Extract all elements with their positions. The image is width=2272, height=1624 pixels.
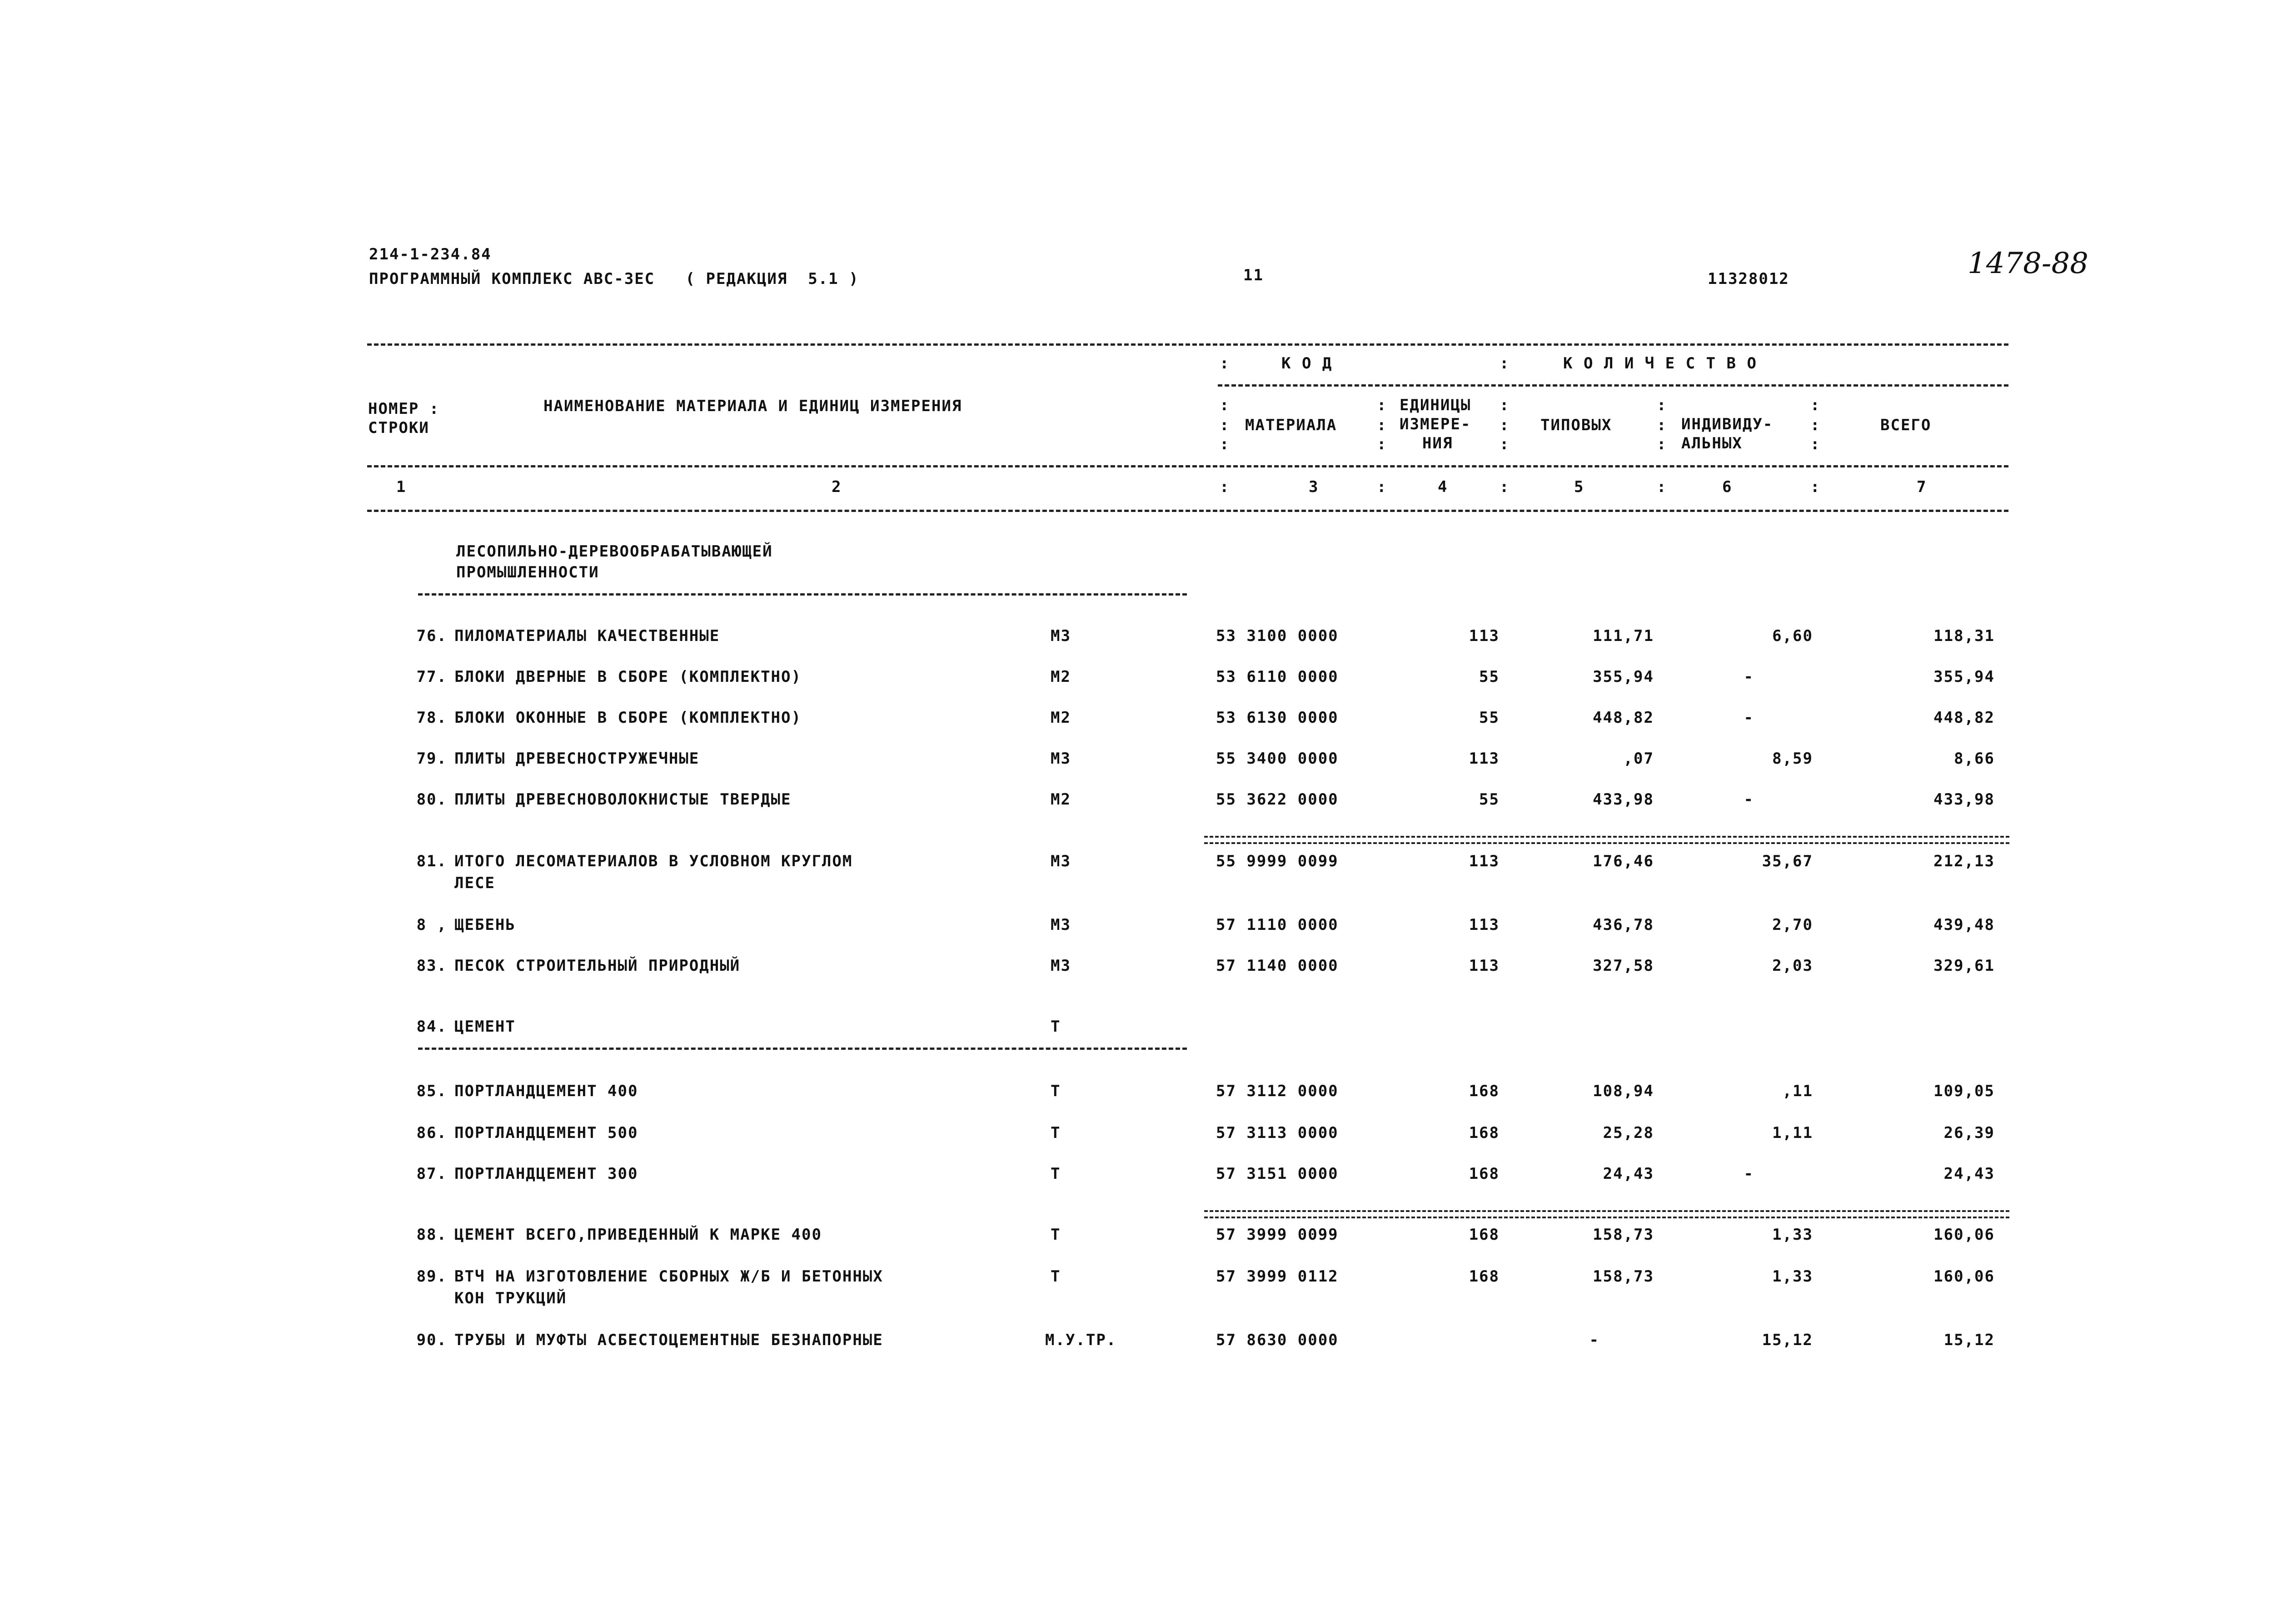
section-underline [418,593,1187,596]
row-number-header-2: СТРОКИ [368,419,429,437]
col-separator: : [1220,396,1230,414]
unit-code-header-3: НИЯ [1422,434,1453,452]
total-qty: 329,61 [1933,957,1995,975]
unit: М3 [1051,852,1071,870]
total-qty: 24,43 [1943,1165,1995,1183]
material-code: 57 3113 0000 [1216,1124,1339,1142]
unit: Т [1051,1165,1061,1183]
col-number-3: 3 [1309,478,1319,496]
unit-code: 113 [1469,627,1500,645]
col-separator: : [1500,435,1510,453]
material-code: 57 3999 0112 [1216,1267,1339,1286]
individual-qty: 2,70 [1772,916,1813,934]
col-separator: : [1377,435,1387,453]
typical-qty: 327,58 [1593,957,1654,975]
unit: Т [1051,1082,1061,1100]
material-name: ПЕСОК СТРОИТЕЛЬНЫЙ ПРИРОДНЫЙ [454,957,741,975]
row-number: 77. [416,668,447,686]
individual-qty: 1,33 [1772,1226,1813,1244]
total-qty: 433,98 [1933,790,1995,809]
unit: Т [1051,1226,1061,1244]
row-number: 8 , [416,916,447,934]
unit-code-header-2: ИЗМЕРЕ- [1400,415,1471,433]
col-separator: : [1220,435,1230,453]
header-sub-rule [367,465,2008,467]
subtotal-rule [1204,836,2009,844]
unit-code: 113 [1469,852,1500,870]
typical-qty: 355,94 [1593,668,1654,686]
col-separator: : [1657,396,1667,414]
col-separator: : [1657,416,1667,434]
typical-header: ТИПОВЫХ [1540,416,1612,434]
col-number-7: 7 [1917,478,1927,496]
doc-number: 214-1-234.84 [369,245,492,263]
unit-code-header-1: ЕДИНИЦЫ [1400,396,1471,414]
handwritten-code: 1478-88 [1968,247,2088,280]
individual-qty: ,11 [1782,1082,1813,1100]
col-separator: : [1220,354,1230,372]
typical-qty: 25,28 [1603,1124,1654,1142]
unit: М2 [1051,709,1071,727]
row-number: 79. [416,750,447,768]
typical-qty: 24,43 [1603,1165,1654,1183]
material-code: 57 3999 0099 [1216,1226,1339,1244]
total-qty: 212,13 [1933,852,1995,870]
material-code: 55 9999 0099 [1216,852,1339,870]
col-separator: : [1500,354,1510,372]
header-bottom-rule [367,510,2008,512]
material-name: ПОРТЛАНДЦЕМЕНТ 500 [454,1124,638,1142]
material-code: 57 8630 0000 [1216,1331,1339,1349]
material-code-header: МАТЕРИАЛА [1245,416,1337,434]
material-name: ПЛИТЫ ДРЕВЕСНОВОЛОКНИСТЫЕ ТВЕРДЫЕ [454,790,792,809]
page-number: 11 [1243,266,1264,284]
row-number: 80. [416,790,447,809]
subtotal-rule [1204,1210,2009,1218]
section-title-2: ПРОМЫШЛЕННОСТИ [456,563,599,581]
col-separator: : [1810,396,1821,414]
header-mid-rule [1218,384,2008,387]
total-qty: 26,39 [1943,1124,1995,1142]
col-separator: : [1220,478,1230,496]
col-separator: : [1220,416,1230,434]
col-separator: : [1810,478,1821,496]
total-qty: 15,12 [1943,1331,1995,1349]
typical-qty: 448,82 [1593,709,1654,727]
section-title: ЛЕСОПИЛЬНО-ДЕРЕВООБРАБАТЫВАЮЩЕЙ [456,542,773,561]
unit: М3 [1051,916,1071,934]
document-code: 11328012 [1708,270,1789,288]
unit-code: 113 [1469,750,1500,768]
individual-qty: 1,33 [1772,1267,1813,1286]
header-top-rule [367,343,2008,346]
total-qty: 109,05 [1933,1082,1995,1100]
col-separator: : [1500,416,1510,434]
total-header: ВСЕГО [1880,416,1932,434]
unit-code: 55 [1479,668,1500,686]
material-name: ЦЕМЕНТ ВСЕГО,ПРИВЕДЕННЫЙ К МАРКЕ 400 [454,1226,822,1244]
col-separator: : [1500,478,1510,496]
total-qty: 118,31 [1933,627,1995,645]
unit-code: 168 [1469,1124,1500,1142]
material-name: ИТОГО ЛЕСОМАТЕРИАЛОВ В УСЛОВНОМ КРУГЛОМ [454,852,853,870]
individual-qty: - [1744,790,1754,809]
unit: Т [1051,1018,1061,1036]
typical-qty: 111,71 [1593,627,1654,645]
typical-qty: 158,73 [1593,1267,1654,1286]
total-qty: 355,94 [1933,668,1995,686]
col-number-5: 5 [1574,478,1584,496]
individual-qty: 6,60 [1772,627,1813,645]
col-separator: : [1657,478,1667,496]
individual-qty: - [1744,709,1754,727]
row-number: 90. [416,1331,447,1349]
col-separator: : [1500,396,1510,414]
unit: М2 [1051,790,1071,809]
individual-header-1: ИНДИВИДУ- [1681,415,1774,433]
unit-code: 113 [1469,957,1500,975]
material-code: 53 6130 0000 [1216,709,1339,727]
material-code: 53 6110 0000 [1216,668,1339,686]
typical-qty: 108,94 [1593,1082,1654,1100]
unit: М2 [1051,668,1071,686]
material-code: 57 3151 0000 [1216,1165,1339,1183]
row-number: 85. [416,1082,447,1100]
col-number-6: 6 [1722,478,1733,496]
unit: М3 [1051,627,1071,645]
col-separator: : [1810,435,1821,453]
typical-qty: 436,78 [1593,916,1654,934]
row-number: 87. [416,1165,447,1183]
row-number: 83. [416,957,447,975]
individual-qty: 1,11 [1772,1124,1813,1142]
individual-qty: - [1744,668,1754,686]
typical-qty: ,07 [1623,750,1654,768]
material-name: БЛОКИ ДВЕРНЫЕ В СБОРЕ (КОМПЛЕКТНО) [454,668,802,686]
unit-code: 55 [1479,709,1500,727]
typical-qty: 176,46 [1593,852,1654,870]
row-number: 84. [416,1018,447,1036]
col-separator: : [1377,478,1387,496]
unit: М.У.ТР. [1045,1331,1117,1349]
material-name-cont: КОН ТРУКЦИЙ [454,1289,567,1307]
row-number: 81. [416,852,447,870]
quantity-group-header: К О Л И Ч Е С Т В О [1563,354,1757,372]
row-number: 86. [416,1124,447,1142]
section-underline [418,1048,1187,1050]
individual-qty: 35,67 [1762,852,1813,870]
col-separator: : [1377,396,1387,414]
unit: Т [1051,1267,1061,1286]
row-number: 76. [416,627,447,645]
unit-code: 168 [1469,1226,1500,1244]
typical-qty: - [1589,1331,1599,1349]
col-number-2: 2 [832,478,842,496]
material-name: ТРУБЫ И МУФТЫ АСБЕСТОЦЕМЕНТНЫЕ БЕЗНАПОРНЫЕ [454,1331,883,1349]
unit-code: 168 [1469,1267,1500,1286]
material-code: 55 3622 0000 [1216,790,1339,809]
unit-code: 168 [1469,1165,1500,1183]
unit: Т [1051,1124,1061,1142]
program-line: ПРОГРАММНЫЙ КОМПЛЕКС АВС-3ЕС ( РЕДАКЦИЯ 5.1 ) [369,270,859,288]
individual-qty: - [1744,1165,1754,1183]
material-code: 57 3112 0000 [1216,1082,1339,1100]
material-name: ПОРТЛАНДЦЕМЕНТ 300 [454,1165,638,1183]
total-qty: 160,06 [1933,1226,1995,1244]
material-name: ПОРТЛАНДЦЕМЕНТ 400 [454,1082,638,1100]
total-qty: 439,48 [1933,916,1995,934]
col-number-1: 1 [396,478,407,496]
material-name: ЦЕМЕНТ [454,1018,516,1036]
material-code: 57 1140 0000 [1216,957,1339,975]
material-name: БЛОКИ ОКОННЫЕ В СБОРЕ (КОМПЛЕКТНО) [454,709,802,727]
col-separator: : [1810,416,1821,434]
unit: М3 [1051,957,1071,975]
total-qty: 8,66 [1954,750,1995,768]
code-group-header: К О Д [1281,354,1333,372]
individual-qty: 15,12 [1762,1331,1813,1349]
row-number: 89. [416,1267,447,1286]
total-qty: 448,82 [1933,709,1995,727]
material-name: ПЛИТЫ ДРЕВЕСНОСТРУЖЕЧНЫЕ [454,750,700,768]
material-code: 57 1110 0000 [1216,916,1339,934]
material-name: ЩЕБЕНЬ [454,916,516,934]
unit-code: 55 [1479,790,1500,809]
typical-qty: 433,98 [1593,790,1654,809]
material-code: 55 3400 0000 [1216,750,1339,768]
material-name: ВТЧ НА ИЗГОТОВЛЕНИЕ СБОРНЫХ Ж/Б И БЕТОННЫХ [454,1267,883,1286]
unit: М3 [1051,750,1071,768]
individual-qty: 8,59 [1772,750,1813,768]
individual-qty: 2,03 [1772,957,1813,975]
material-name-cont: ЛЕСЕ [454,874,495,892]
typical-qty: 158,73 [1593,1226,1654,1244]
material-name: ПИЛОМАТЕРИАЛЫ КАЧЕСТВЕННЫЕ [454,627,720,645]
unit-code: 168 [1469,1082,1500,1100]
row-number-header: НОМЕР : [368,400,440,418]
material-code: 53 3100 0000 [1216,627,1339,645]
individual-header-2: АЛЬНЫХ [1681,434,1743,452]
col-separator: : [1377,416,1387,434]
row-number: 88. [416,1226,447,1244]
row-number: 78. [416,709,447,727]
total-qty: 160,06 [1933,1267,1995,1286]
col-separator: : [1657,435,1667,453]
name-column-header: НАИМЕНОВАНИЕ МАТЕРИАЛА И ЕДИНИЦ ИЗМЕРЕНИЯ [543,397,962,415]
unit-code: 113 [1469,916,1500,934]
col-number-4: 4 [1438,478,1448,496]
